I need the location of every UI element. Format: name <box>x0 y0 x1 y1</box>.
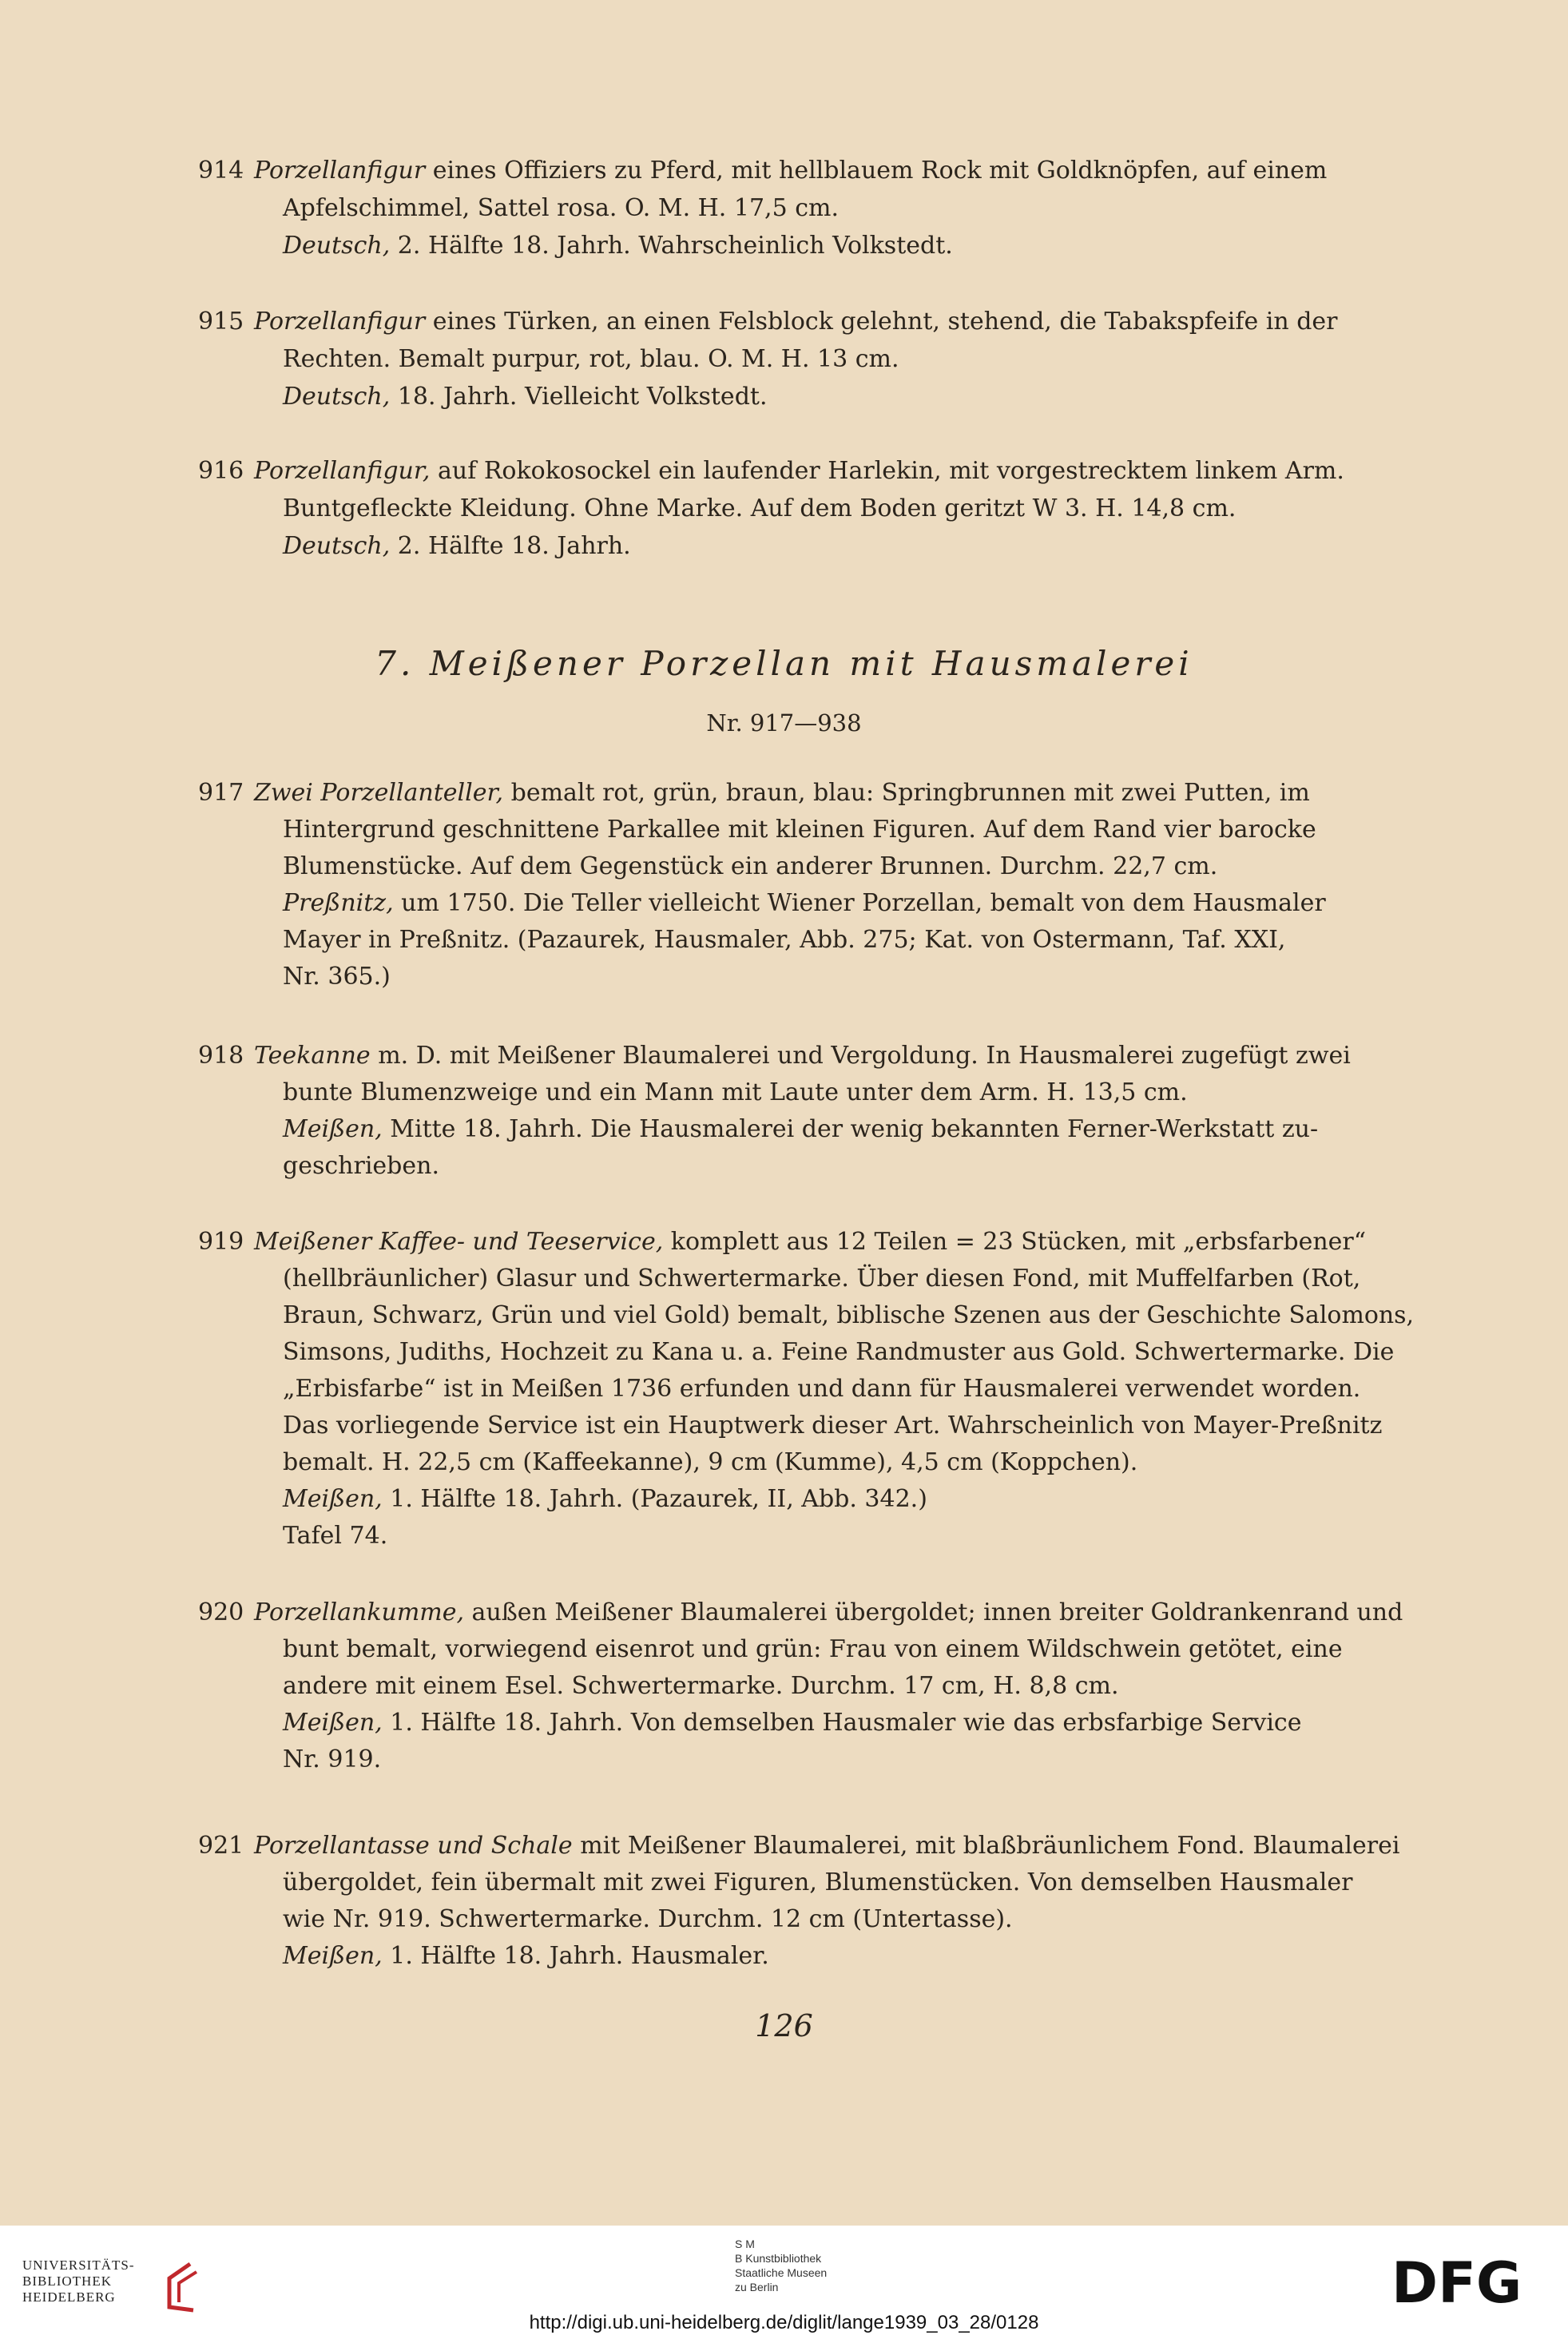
entry-line <box>283 1372 1360 1406</box>
entry-text: Simsons, Judiths, Hochzeit zu Kana u. a. Feine Randmuster aus Gold. Schwertermarke. Die <box>283 1338 1395 1366</box>
entry-text: 18. Jahrh. Vielleicht Volkstedt. <box>390 383 768 411</box>
entry-italic-text: Preßnitz, <box>283 889 394 917</box>
entry-text: bemalt rot, grün, braun, blau: Springbrunnen mit zwei Putten, im <box>503 779 1310 807</box>
entry-number: 921 <box>198 1832 244 1860</box>
entry-text: 1. Hälfte 18. Jahrh. Hausmaler. <box>382 1942 769 1970</box>
entry-text: andere mit einem Esel. Schwertermarke. Durchm. 17 cm, H. 8,8 cm. <box>283 1672 1119 1700</box>
entry-line <box>254 1596 1403 1630</box>
entry-text: Mitte 18. Jahrh. Die Hausmalerei der wenig bekannten Ferner-Werkstatt zu- <box>382 1115 1319 1143</box>
entry-text: Nr. 365.) <box>283 963 391 991</box>
entry-text: m. D. mit Meißener Blaumalerei und Vergoldung. In Hausmalerei zugefügt zwei <box>370 1042 1351 1070</box>
entry-line <box>254 1039 1351 1073</box>
entry-italic-text: Porzellankumme, <box>254 1598 465 1626</box>
entry-text: um 1750. Die Teller vielleicht Wiener Porzellan, bemalt von dem Hausmaler <box>393 889 1326 917</box>
entry-line <box>283 1706 1302 1740</box>
entry-text: Mayer in Preßnitz. (Pazaurek, Hausmaler, Abb. 275; Kat. von Ostermann, Taf. XXI, <box>283 926 1286 954</box>
entry-text: Nr. 919. <box>283 1745 382 1773</box>
entry-italic-text: Porzellanfigur <box>254 157 426 185</box>
entry-number: 914 <box>198 157 244 185</box>
entry-line <box>283 1743 381 1777</box>
entry-text: wie Nr. 919. Schwertermarke. Durchm. 12 cm (Untertasse). <box>283 1905 1013 1933</box>
entry-italic-text: Zwei Porzellanteller, <box>254 779 504 807</box>
library-logo[interactable] <box>22 2258 214 2313</box>
entry-text: bunte Blumenzweige und ein Mann mit Laute unter dem Arm. H. 13,5 cm. <box>283 1078 1188 1106</box>
entry-text: Blumenstücke. Auf dem Gegenstück ein anderer Brunnen. Durchm. 22,7 cm. <box>283 852 1218 880</box>
entry-line <box>254 305 1338 339</box>
entry-number: 918 <box>198 1042 244 1070</box>
entry-line <box>283 1409 1382 1443</box>
entry-line <box>254 1829 1399 1863</box>
section-heading: 7. Meißener Porzellan mit Hausmalerei <box>375 644 1193 683</box>
entry-italic-text: Meißen, <box>283 1709 383 1737</box>
section-subheading: Nr. 917—938 <box>706 709 862 737</box>
entry-line <box>283 1299 1414 1332</box>
entry-line <box>283 1113 1318 1146</box>
entry-text: Braun, Schwarz, Grün und viel Gold) bemalt, biblische Szenen aus der Geschichte Salomons, <box>283 1301 1415 1329</box>
entry-line <box>283 1336 1394 1369</box>
entry-line <box>254 455 1344 488</box>
svg-text:DFG: DFG <box>1391 2256 1522 2309</box>
entry-line <box>283 1076 1188 1110</box>
entry-italic-text: Porzellanfigur <box>254 308 426 336</box>
entry-italic-text: Meißen, <box>283 1485 383 1513</box>
source-url[interactable]: http://digi.ub.uni-heidelberg.de/diglit/lange1939_03_28/0128 <box>529 2312 1039 2333</box>
entry-line <box>283 850 1217 884</box>
entry-line <box>283 1446 1137 1479</box>
entry-number: 917 <box>198 779 244 807</box>
entry-text: Apfelschimmel, Sattel rosa. O. M. H. 17,5 cm. <box>283 194 839 222</box>
entry-line <box>283 192 839 225</box>
entry-line <box>283 343 899 376</box>
entry-line <box>283 813 1316 847</box>
library-mark-icon <box>158 2261 206 2313</box>
entry-text: 2. Hälfte 18. Jahrh. Wahrscheinlich Volkstedt. <box>390 232 953 260</box>
museum-stamp: S M B Kunstbibliothek Staatliche Museen zu Berlin <box>735 2238 828 2293</box>
entry-text: außen Meißener Blaumalerei übergoldet; innen breiter Goldrankenrand und <box>464 1598 1403 1626</box>
entry-text: auf Rokokosockel ein laufender Harlekin, mit vorgestrecktem linkem Arm. <box>430 457 1344 485</box>
entry-line <box>283 530 631 563</box>
entry-line <box>283 1150 439 1183</box>
entry-line <box>283 923 1285 957</box>
entry-text: übergoldet, fein übermalt mit zwei Figuren, Blumenstücken. Von demselben Hausmaler <box>283 1868 1353 1896</box>
entry-text: mit Meißener Blaumalerei, mit blaßbräunlichem Fond. Blaumalerei <box>572 1832 1400 1860</box>
entry-italic-text: Deutsch, <box>283 232 391 260</box>
entry-text: Buntgefleckte Kleidung. Ohne Marke. Auf dem Boden geritzt W 3. H. 14,8 cm. <box>283 494 1237 522</box>
entry-line <box>283 492 1236 526</box>
entry-line <box>283 1483 927 1516</box>
entry-text: (hellbräunlicher) Glasur und Schwertermarke. Über diesen Fond, mit Muffelfarben (Rot, <box>283 1265 1361 1293</box>
entry-text: bunt bemalt, vorwiegend eisenrot und grün: Frau von einem Wildschwein getötet, eine <box>283 1635 1343 1663</box>
entry-text: komplett aus 12 Teilen = 23 Stücken, mit „erbsfarbener“ <box>663 1228 1367 1256</box>
entry-line <box>283 1519 387 1553</box>
entry-italic-text: Meißen, <box>283 1115 383 1143</box>
entry-text: Hintergrund geschnittene Parkallee mit kleinen Figuren. Auf dem Rand vier barocke <box>283 816 1316 844</box>
entry-line <box>254 154 1327 188</box>
entry-text: geschrieben. <box>283 1152 439 1180</box>
entry-text: Das vorliegende Service ist ein Hauptwerk dieser Art. Wahrscheinlich von Mayer-Preßnitz <box>283 1412 1383 1440</box>
entry-line <box>283 1940 769 1973</box>
page-number: 126 <box>755 2008 813 2043</box>
entry-line <box>283 1866 1352 1900</box>
entry-line <box>254 776 1310 810</box>
entry-line <box>283 1670 1118 1703</box>
entry-text: eines Offiziers zu Pferd, mit hellblauem Rock mit Goldknöpfen, auf einem <box>425 157 1328 185</box>
entry-line <box>254 1225 1366 1259</box>
entry-italic-text: Teekanne <box>254 1042 371 1070</box>
entry-text: eines Türken, an einen Felsblock gelehnt, stehend, die Tabakspfeife in der <box>425 308 1338 336</box>
entry-italic-text: Deutsch, <box>283 383 391 411</box>
entry-line <box>283 380 768 414</box>
entry-number: 916 <box>198 457 244 485</box>
entry-line <box>283 1633 1343 1666</box>
entry-italic-text: Porzellanfigur, <box>254 457 431 485</box>
entry-italic-text: Porzellantasse und Schale <box>254 1832 573 1860</box>
entry-number: 920 <box>198 1598 244 1626</box>
entry-text: 2. Hälfte 18. Jahrh. <box>390 532 631 560</box>
entry-italic-text: Meißener Kaffee- und Teeservice, <box>254 1228 664 1256</box>
library-name: UNIVERSITÄTS- BIBLIOTHEK HEIDELBERG <box>22 2258 135 2305</box>
dfg-logo[interactable] <box>1391 2256 1548 2309</box>
entry-text: Rechten. Bemalt purpur, rot, blau. O. M. H. 13 cm. <box>283 345 899 373</box>
entry-text: Tafel 74. <box>283 1522 388 1550</box>
entry-line <box>283 1903 1013 1936</box>
entry-text: 1. Hälfte 18. Jahrh. Von demselben Hausmaler wie das erbsfarbige Service <box>382 1709 1302 1737</box>
entry-line <box>283 1262 1360 1296</box>
entry-line <box>283 960 391 994</box>
entry-text: bemalt. H. 22,5 cm (Kaffeekanne), 9 cm (Kumme), 4,5 cm (Koppchen). <box>283 1448 1138 1476</box>
entry-italic-text: Deutsch, <box>283 532 391 560</box>
entry-line <box>283 887 1326 920</box>
entry-text: „Erbisfarbe“ ist in Meißen 1736 erfunden und dann für Hausmalerei verwendet worden. <box>283 1375 1361 1403</box>
entry-line <box>283 229 953 263</box>
digitization-footer <box>0 2226 1568 2339</box>
entry-italic-text: Meißen, <box>283 1942 383 1970</box>
entry-text: 1. Hälfte 18. Jahrh. (Pazaurek, II, Abb. 342.) <box>382 1485 927 1513</box>
entry-number: 915 <box>198 308 244 336</box>
entry-number: 919 <box>198 1228 244 1256</box>
